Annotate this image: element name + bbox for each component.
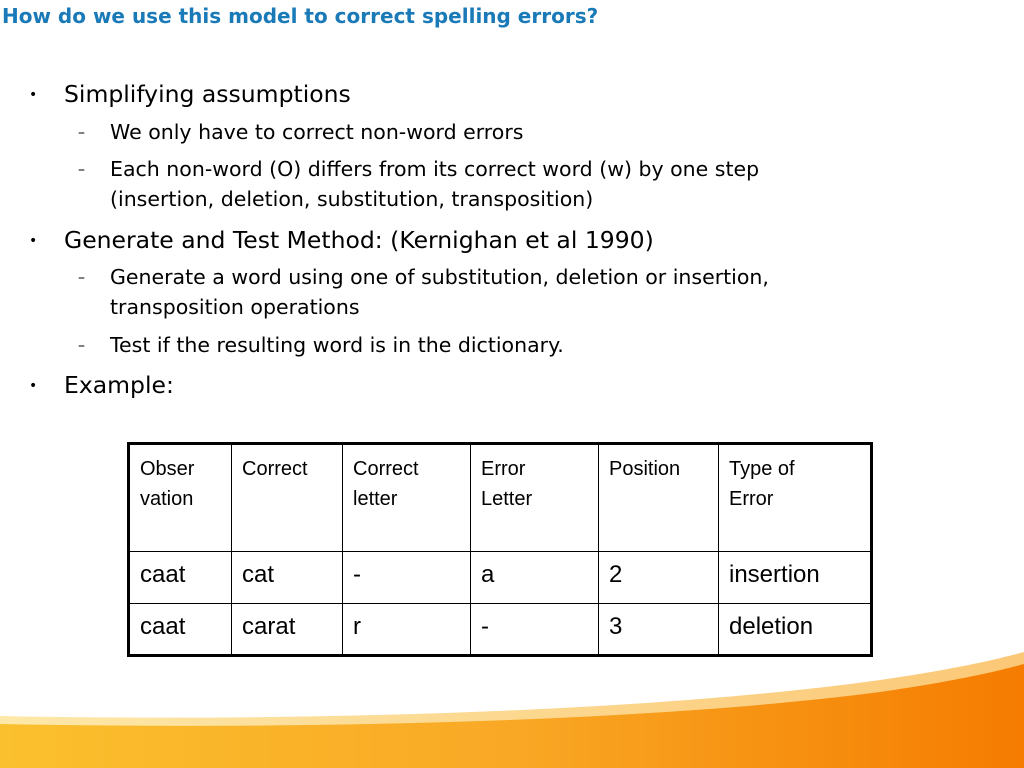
sub-bullet-text: Test if the resulting word is in the dictionary. [110,333,564,357]
table-cell: caat [129,552,232,604]
dash-marker: – [78,270,85,286]
table-header-cell: Type of Error [719,444,872,552]
table-cell: caat [129,604,232,656]
bullet-marker: • [29,87,38,103]
sub-bullet-text: We only have to correct non-word errors [110,120,524,144]
table-cell: 3 [599,604,719,656]
table-cell: 2 [599,552,719,604]
slide-title: How do we use this model to correct spelling errors? [2,4,599,28]
dash-marker: – [78,125,85,141]
sub-bullet-text: Generate a word using one of substitution, deletion or insertion, [110,265,769,289]
table-header-cell: Correct [232,444,343,552]
table-cell: r [343,604,471,656]
table-header-cell: Obser vation [129,444,232,552]
bullet-text: Example: [64,371,174,399]
table-cell: deletion [719,604,872,656]
table-row [129,604,872,656]
table-header-row [129,444,872,552]
table-cell: - [343,552,471,604]
dash-marker: – [78,162,85,178]
table-header-cell: Correct letter [343,444,471,552]
table-cell: - [471,604,599,656]
sub-bullet-text-continued: transposition operations [110,295,360,319]
table-header-cell: Position [599,444,719,552]
bullet-text: Generate and Test Method: (Kernighan et al 1990) [64,226,654,254]
dash-marker: – [78,338,85,354]
sub-bullet-text-continued: (insertion, deletion, substitution, transposition) [110,187,594,211]
table-cell: insertion [719,552,872,604]
table-row [129,552,872,604]
table-cell: a [471,552,599,604]
table-cell: carat [232,604,343,656]
spelling-error-table [127,442,873,657]
sub-bullet-text: Each non-word (O) differs from its correct word (w) by one step [110,157,760,181]
table-header-cell: Error Letter [471,444,599,552]
bullet-marker: • [29,378,38,394]
bullet-marker: • [29,233,38,249]
bullet-text: Simplifying assumptions [64,80,351,108]
table-cell: cat [232,552,343,604]
